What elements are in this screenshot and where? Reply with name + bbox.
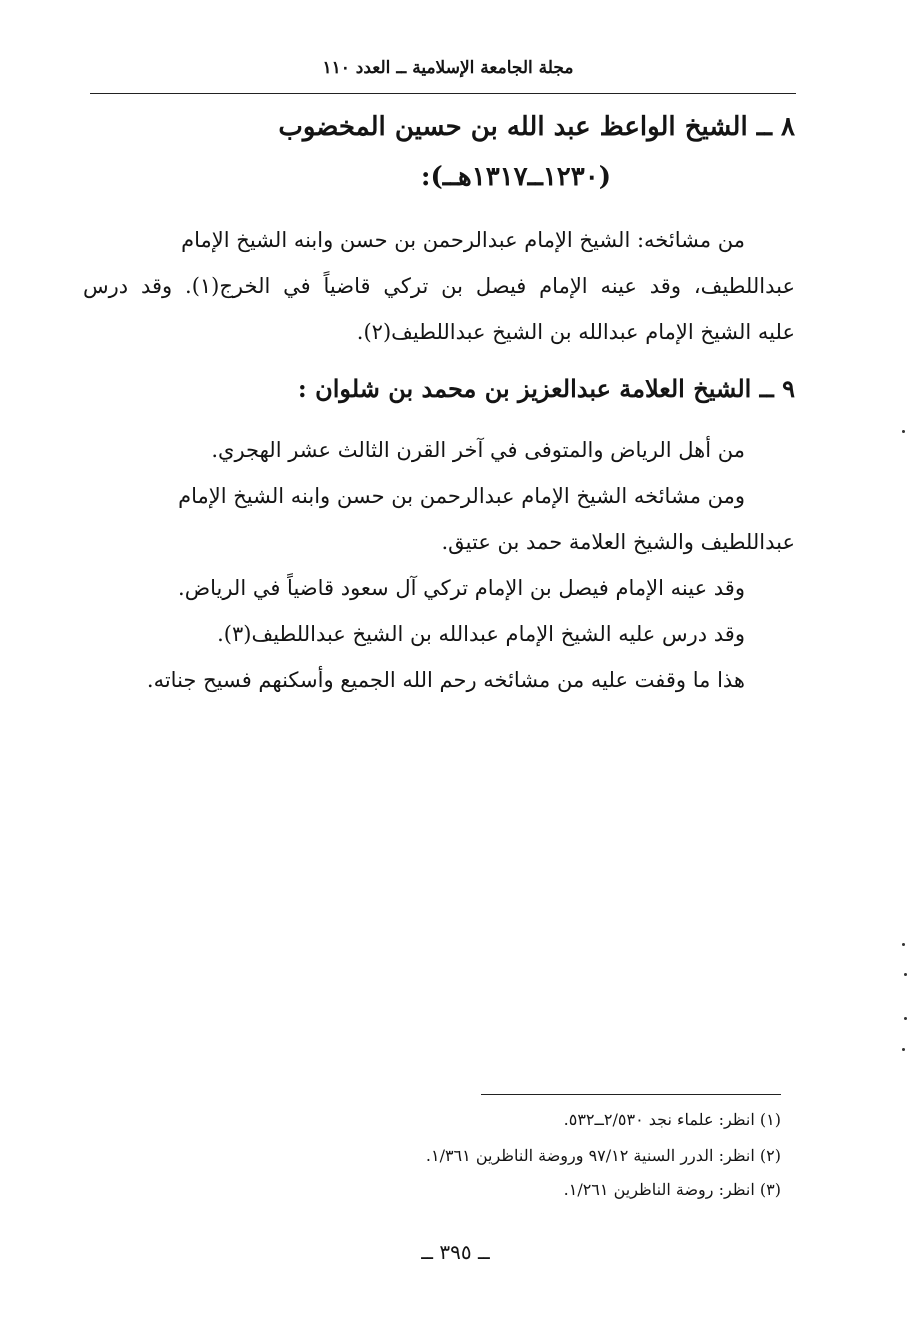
scan-speck (902, 943, 905, 946)
running-header: مجلة الجامعة الإسلامية ــ العدد ١١٠ (322, 58, 574, 78)
footnote-3: (٣) انظر: روضة الناظرين ١/٢٦١. (563, 1180, 781, 1199)
entry-9-line-1: من أهل الرياض والمتوفى في آخر القرن الثالث عشر الهجري. (211, 438, 745, 462)
entry-8-line-1: من مشائخه: الشيخ الإمام عبدالرحمن بن حسن وابنه الشيخ الإمام (181, 228, 745, 252)
entry-8-line-3: عليه الشيخ الإمام عبدالله بن الشيخ عبداللطيف(٢). (356, 320, 795, 344)
entry-9-line-2: ومن مشائخه الشيخ الإمام عبدالرحمن بن حسن وابنه الشيخ الإمام (178, 484, 745, 508)
entry-8-heading-dates: (١٢٣٠ــ١٣١٧هــ): (420, 162, 611, 192)
scan-speck (902, 430, 905, 433)
entry-9-line-6: هذا ما وقفت عليه من مشائخه رحم الله الجميع وأسكنهم فسيح جناته. (146, 668, 745, 692)
entry-9-line-4: وقد عينه الإمام فيصل بن الإمام تركي آل سعود قاضياً في الرياض. (178, 576, 745, 600)
entry-8-line-2: عبداللطيف، وقد عينه الإمام فيصل بن تركي قاضياً في الخرج(١). وقد درس (83, 274, 795, 298)
footnote-1: (١) انظر: علماء نجد ٢/٥٣٠ــ٥٣٢. (563, 1110, 781, 1129)
entry-9-line-5: وقد درس عليه الشيخ الإمام عبدالله بن الشيخ عبداللطيف(٣). (217, 622, 745, 646)
entry-8-heading-line1: ٨ ــ الشيخ الواعظ عبد الله بن حسين المخضوب (278, 112, 795, 142)
footnote-2: (٢) انظر: الدرر السنية ٩٧/١٢ وروضة الناظرين ١/٣٦١. (425, 1146, 781, 1165)
page-number: ــ ٣٩٥ ــ (421, 1240, 490, 1264)
footnote-rule (481, 1094, 781, 1095)
entry-9-heading: ٩ ــ الشيخ العلامة عبدالعزيز بن محمد بن شلوان : (297, 374, 795, 403)
scan-speck (904, 1017, 907, 1020)
scan-speck (902, 1048, 905, 1051)
entry-9-line-3: عبداللطيف والشيخ العلامة حمد بن عتيق. (441, 530, 795, 554)
header-rule (90, 93, 796, 94)
scan-speck (904, 973, 907, 976)
